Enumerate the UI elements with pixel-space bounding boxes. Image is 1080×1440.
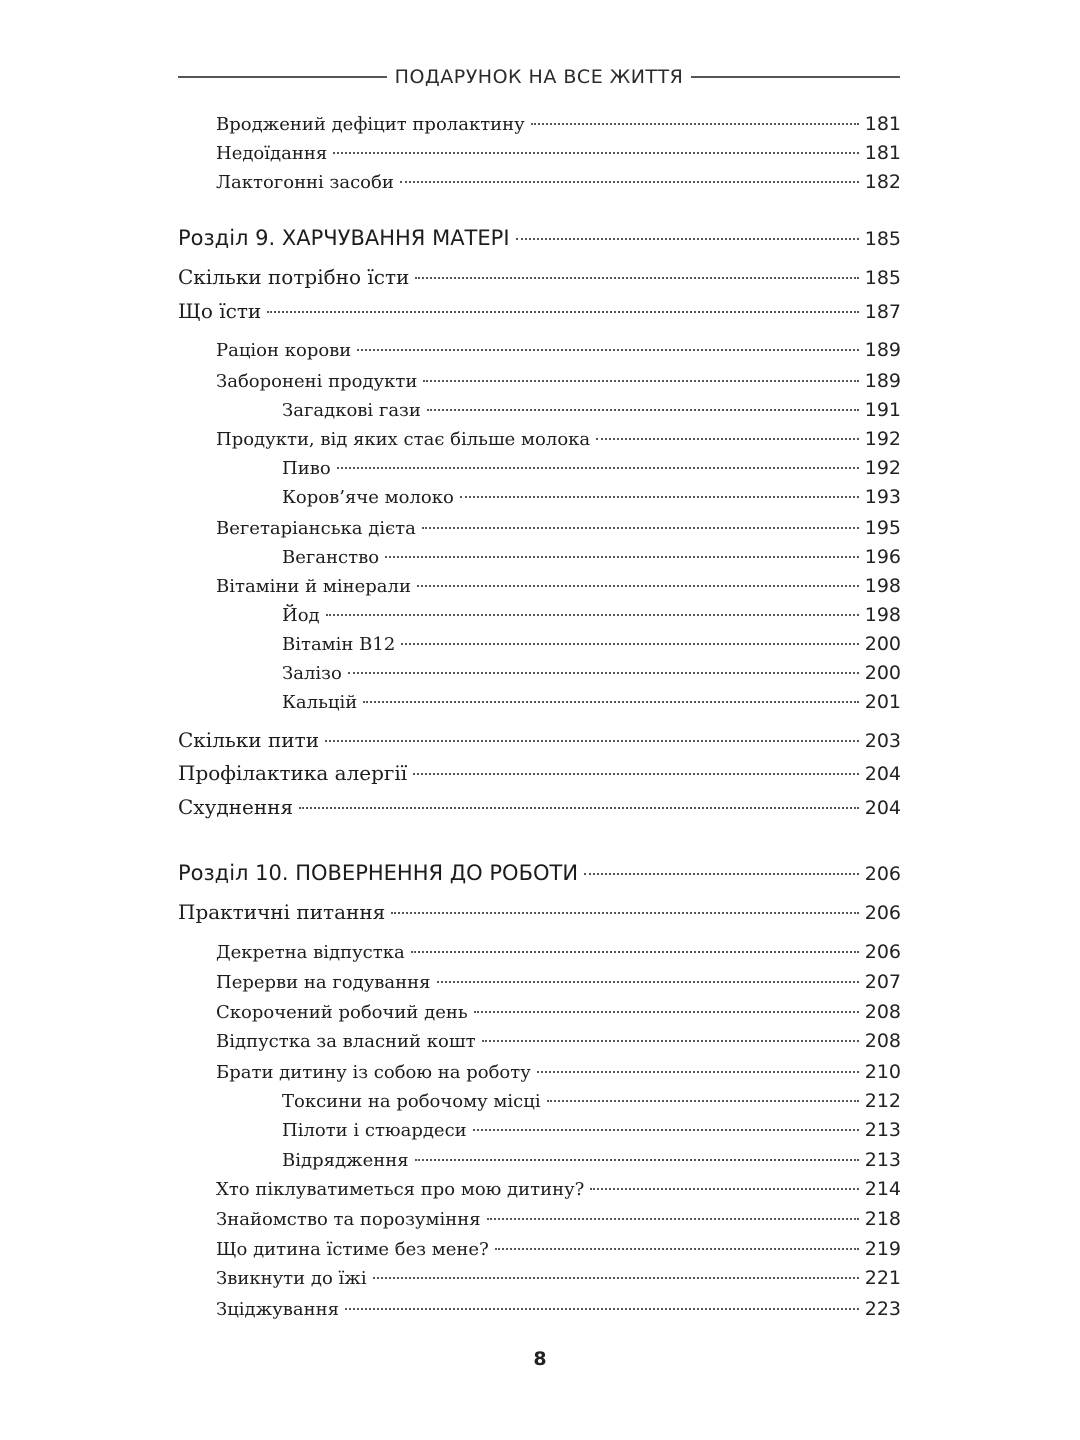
toc-entry-page: 218 — [864, 1208, 901, 1230]
toc-entry-page: 195 — [864, 517, 901, 539]
toc-entry-page: 201 — [864, 691, 901, 713]
toc-entry — [282, 395, 901, 425]
toc-entry-page: 181 — [864, 142, 901, 164]
toc-entry — [216, 1294, 901, 1324]
toc-chapter-entry — [178, 858, 901, 888]
toc-entry — [216, 1174, 901, 1204]
toc-entry — [178, 758, 901, 788]
toc-entry-page: 206 — [864, 902, 901, 924]
toc-entry-page: 208 — [864, 1001, 901, 1023]
toc-entry-title: Лактогонні засоби — [216, 172, 394, 193]
page-number: 8 — [533, 1348, 547, 1370]
toc-entry-title: Недоїдання — [216, 143, 328, 164]
toc-entry-page: 206 — [864, 863, 901, 885]
toc-entry-page: 198 — [864, 604, 901, 626]
dot-leader — [325, 740, 859, 742]
dot-leader — [423, 380, 858, 382]
dot-leader — [474, 1011, 859, 1013]
toc-entry-title: Пиво — [282, 458, 331, 479]
toc-entry-page: 192 — [864, 457, 901, 479]
toc-entry-title: Відрядження — [282, 1150, 409, 1171]
dot-leader — [267, 311, 859, 313]
toc-entry-title: Перерви на годування — [216, 972, 431, 993]
dot-leader — [357, 349, 858, 351]
dot-leader — [391, 912, 858, 914]
toc-entry-page: 192 — [864, 428, 901, 450]
toc-entry — [216, 335, 901, 365]
toc-entry-title: Загадкові гази — [282, 400, 421, 421]
dot-leader — [596, 438, 859, 440]
toc-entry — [282, 1086, 901, 1116]
dot-leader — [385, 556, 859, 558]
toc-entry-title: Пілоти і стюардеси — [282, 1120, 467, 1141]
toc-entry-page: 214 — [864, 1178, 901, 1200]
toc-entry-page: 193 — [864, 486, 901, 508]
toc-entry — [216, 366, 901, 396]
dot-leader — [363, 701, 859, 703]
toc-entry-page: 213 — [864, 1149, 901, 1171]
toc-entry — [216, 513, 901, 543]
toc-entry-page: 207 — [864, 971, 901, 993]
toc-entry — [178, 262, 901, 292]
toc-entry-title: Скільки потрібно їсти — [178, 265, 410, 289]
dot-leader — [495, 1248, 859, 1250]
toc-entry — [178, 296, 901, 326]
toc-entry-page: 191 — [864, 399, 901, 421]
dot-leader — [400, 181, 859, 183]
toc-entry-title: Схуднення — [178, 795, 294, 819]
toc-entry-page: 200 — [864, 633, 901, 655]
dot-leader — [482, 1040, 859, 1042]
toc-entry — [216, 1234, 901, 1264]
toc-entry-page: 187 — [864, 301, 901, 323]
dot-leader — [437, 981, 859, 983]
toc-entry-page: 189 — [864, 339, 901, 361]
toc-entry-title: Вроджений дефіцит пролактину — [216, 114, 525, 135]
dot-leader — [411, 951, 859, 953]
toc-entry-page: 213 — [864, 1119, 901, 1141]
dot-leader — [299, 807, 859, 809]
toc-entry — [216, 937, 901, 967]
toc-entry — [282, 1145, 901, 1175]
toc-entry — [282, 453, 901, 483]
toc-entry-title: Вітамін В12 — [282, 634, 396, 655]
toc-entry-title: Що їсти — [178, 299, 262, 323]
toc-entry — [216, 997, 901, 1027]
toc-entry-title: Продукти, від яких стає більше молока — [216, 429, 591, 450]
toc-entry — [282, 629, 901, 659]
toc-entry-title: Йод — [282, 605, 320, 626]
toc-entry — [282, 687, 901, 717]
dot-leader — [337, 467, 859, 469]
dot-leader — [531, 123, 859, 125]
toc-entry — [216, 424, 901, 454]
toc-entry-page: 204 — [864, 763, 901, 785]
toc-entry-title: Практичні питання — [178, 900, 386, 924]
toc-entry-title: Скорочений робочий день — [216, 1002, 468, 1023]
toc-entry-page: 204 — [864, 797, 901, 819]
dot-leader — [516, 238, 859, 240]
toc-entry-page: 181 — [864, 113, 901, 135]
toc-entry-page: 219 — [864, 1238, 901, 1260]
toc-entry-title: Скільки пити — [178, 728, 320, 752]
toc-entry-title: Токсини на робочому місці — [282, 1091, 541, 1112]
dot-leader — [590, 1188, 858, 1190]
dot-leader — [345, 1308, 859, 1310]
toc-entry-page: 206 — [864, 941, 901, 963]
toc-entry — [216, 1057, 901, 1087]
toc-entry — [282, 600, 901, 630]
dot-leader — [487, 1218, 859, 1220]
toc-entry-title: Веганство — [282, 547, 380, 568]
dot-leader — [547, 1100, 859, 1102]
toc-entry-page: 212 — [864, 1090, 901, 1112]
toc-entry — [216, 109, 901, 139]
dot-leader — [348, 672, 859, 674]
toc-entry — [178, 792, 901, 822]
toc-entry-title: Зціджування — [216, 1299, 339, 1320]
toc-entry — [282, 1115, 901, 1145]
toc-entry-page: 210 — [864, 1061, 901, 1083]
dot-leader — [417, 585, 859, 587]
toc-entry — [216, 138, 901, 168]
toc-entry-title: Залізо — [282, 663, 342, 684]
toc-entry-page: 221 — [864, 1267, 901, 1289]
dot-leader — [415, 277, 858, 279]
dot-leader — [326, 614, 859, 616]
toc-entry-title: Раціон корови — [216, 340, 352, 361]
toc-entry-page: 208 — [864, 1030, 901, 1052]
toc-entry-title: Хто піклуватиметься про мою дитину? — [216, 1179, 585, 1200]
toc-entry-page: 189 — [864, 370, 901, 392]
toc-entry-title: Знайомство та порозуміння — [216, 1209, 481, 1230]
toc-entry-title: Вегетаріанська дієта — [216, 518, 416, 539]
dot-leader — [413, 773, 859, 775]
toc-chapter-entry — [178, 223, 901, 253]
toc-entry-title: Вітаміни й мінерали — [216, 576, 411, 597]
toc-entry-title: Звикнути до їжі — [216, 1268, 367, 1289]
toc-entry — [178, 897, 901, 927]
dot-leader — [415, 1159, 859, 1161]
dot-leader — [401, 643, 858, 645]
toc-entry-page: 182 — [864, 171, 901, 193]
toc-entry-title: Що дитина їстиме без мене? — [216, 1239, 489, 1260]
toc-entry — [216, 167, 901, 197]
toc-entry — [178, 725, 901, 755]
dot-leader — [427, 409, 859, 411]
toc-entry-title: Профілактика алергії — [178, 761, 408, 785]
toc-entry-page: 200 — [864, 662, 901, 684]
toc-entry-page: 196 — [864, 546, 901, 568]
toc-entry-title: Розділ 9. ХАРЧУВАННЯ МАТЕРІ — [178, 226, 510, 250]
dot-leader — [473, 1129, 859, 1131]
toc-entry-title: Заборонені продукти — [216, 371, 418, 392]
toc-entry — [216, 1204, 901, 1234]
toc-entry — [216, 1026, 901, 1056]
toc-entry-title: Брати дитину із собою на роботу — [216, 1062, 531, 1083]
toc-entry-page: 203 — [864, 730, 901, 752]
dot-leader — [373, 1277, 859, 1279]
toc-entry-title: Декретна відпустка — [216, 942, 405, 963]
dot-leader — [460, 496, 859, 498]
toc-entry-title: Відпустка за власний кошт — [216, 1031, 476, 1052]
toc-entry-title: Розділ 10. ПОВЕРНЕННЯ ДО РОБОТИ — [178, 861, 579, 885]
toc-entry — [216, 1263, 901, 1293]
toc-entry — [216, 571, 901, 601]
toc-entry — [282, 658, 901, 688]
dot-leader — [422, 527, 859, 529]
toc-entry — [216, 967, 901, 997]
toc-entry — [282, 482, 901, 512]
header-title: ПОДАРУНОК НА ВСЕ ЖИТТЯ — [394, 66, 684, 88]
dot-leader — [333, 152, 859, 154]
toc-entry — [282, 542, 901, 572]
toc-entry-page: 185 — [864, 267, 901, 289]
toc-entry-title: Коров’яче молоко — [282, 487, 454, 508]
toc-entry-page: 223 — [864, 1298, 901, 1320]
dot-leader — [537, 1071, 859, 1073]
toc-entry-title: Кальцій — [282, 692, 358, 713]
toc-entry-page: 198 — [864, 575, 901, 597]
toc-entry-page: 185 — [864, 228, 901, 250]
dot-leader — [584, 873, 859, 875]
